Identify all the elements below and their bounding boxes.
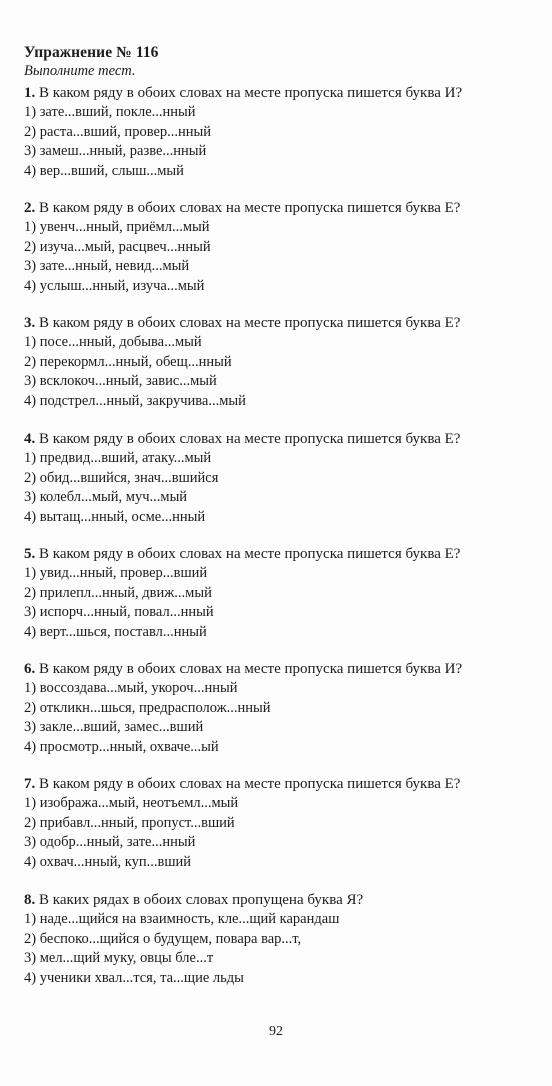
answer-option: 1) предвид...вший, атаку...мый xyxy=(24,450,212,466)
answer-option: 4) вытащ...нный, осме...нный xyxy=(24,508,206,525)
answer-option: 2) перекормл...нный, обещ...нный xyxy=(24,353,232,370)
question-6 xyxy=(24,660,534,757)
question-prompt: В каком ряду в обоих словах на месте пропуска пишется буква Е? xyxy=(39,431,461,447)
question-4 xyxy=(24,430,534,527)
question-number: 6. xyxy=(24,661,36,677)
question-3 xyxy=(24,314,534,411)
question-1 xyxy=(24,84,534,181)
question-text xyxy=(24,891,534,910)
question-prompt: В каком ряду в обоих словах на месте пропуска пишется буква И? xyxy=(39,85,463,101)
answer-option: 4) ученики хвал...тся, та...щие льды xyxy=(24,969,244,986)
question-prompt: В каких рядах в обоих словах пропущена буква Я? xyxy=(39,892,364,908)
answer-option: 3) одобр...нный, зате...нный xyxy=(24,834,196,850)
question-text xyxy=(24,314,534,333)
answer-option: 2) изуча...мый, расцвеч...нный xyxy=(24,238,211,255)
question-prompt: В каком ряду в обоих словах на месте пропуска пишется буква Е? xyxy=(39,315,461,331)
answer-option: 3) колебл...мый, муч...мый xyxy=(24,489,188,505)
answer-option: 2) прибавл...нный, пропуст...вший xyxy=(24,814,235,831)
question-text xyxy=(24,199,534,218)
answer-option: 1) изобража...мый, неотъемл...мый xyxy=(24,795,239,811)
question-2 xyxy=(24,199,534,296)
answer-option: 3) мел...щий муку, овцы бле...т xyxy=(24,950,214,966)
question-number: 8. xyxy=(24,892,36,908)
answer-option: 3) замеш...нный, разве...нный xyxy=(24,143,207,159)
question-number: 4. xyxy=(24,431,36,447)
question-number: 7. xyxy=(24,776,36,792)
question-5 xyxy=(24,545,534,642)
answer-option: 2) раста...вший, провер...нный xyxy=(24,123,212,140)
question-number: 5. xyxy=(24,546,36,562)
question-prompt: В каком ряду в обоих словах на месте пропуска пишется буква Е? xyxy=(39,776,461,792)
question-prompt: В каком ряду в обоих словах на месте пропуска пишется буква И? xyxy=(39,661,463,677)
answer-option: 1) воссоздава...мый, укороч...нный xyxy=(24,680,238,696)
answer-option: 4) подстрел...нный, закручива...мый xyxy=(24,392,246,409)
answer-option: 2) обид...вшийся, знач...вшийся xyxy=(24,469,219,486)
answer-option: 1) зате...вший, покле...нный xyxy=(24,104,196,120)
answer-option: 2) откликн...шься, предрасполож...нный xyxy=(24,699,271,716)
answer-option: 4) вер...вший, слыш...мый xyxy=(24,162,184,179)
answer-option: 3) зате...нный, невид...мый xyxy=(24,258,190,274)
page-number: 92 xyxy=(269,1024,283,1039)
question-number: 3. xyxy=(24,315,36,331)
question-text xyxy=(24,545,534,564)
answer-option: 1) увид...нный, провер...вший xyxy=(24,565,208,581)
answer-option: 4) охвач...нный, куп...вший xyxy=(24,853,192,870)
question-8 xyxy=(24,891,534,988)
exercise-title: Упражнение № 116 xyxy=(24,44,159,61)
question-prompt: В каком ряду в обоих словах на месте пропуска пишется буква Е? xyxy=(39,546,461,562)
answer-option: 2) беспоко...щийся о будущем, повара вар...т, xyxy=(24,930,302,947)
answer-option: 4) услыш...нный, изуча...мый xyxy=(24,277,205,294)
question-text xyxy=(24,775,534,794)
question-prompt: В каком ряду в обоих словах на месте пропуска пишется буква Е? xyxy=(39,200,461,216)
answer-option: 2) прилепл...нный, движ...мый xyxy=(24,584,212,601)
question-number: 1. xyxy=(24,85,36,101)
answer-option: 1) посе...нный, добыва...мый xyxy=(24,334,202,350)
answer-option: 3) закле...вший, замес...вший xyxy=(24,719,204,735)
answer-option: 4) верт...шься, поставл...нный xyxy=(24,623,207,640)
question-7 xyxy=(24,775,534,872)
answer-option: 3) испорч...нный, повал...нный xyxy=(24,604,214,620)
question-text xyxy=(24,660,534,679)
exercise-instruction: Выполните тест. xyxy=(24,63,136,79)
answer-option: 3) всклокоч...нный, завис...мый xyxy=(24,373,217,389)
question-text xyxy=(24,84,534,103)
answer-option: 1) увенч...нный, приёмл...мый xyxy=(24,219,210,235)
question-number: 2. xyxy=(24,200,36,216)
question-text xyxy=(24,430,534,449)
answer-option: 4) просмотр...нный, охваче...ый xyxy=(24,738,219,755)
answer-option: 1) наде...щийся на взаимность, кле...щий карандаш xyxy=(24,911,340,927)
